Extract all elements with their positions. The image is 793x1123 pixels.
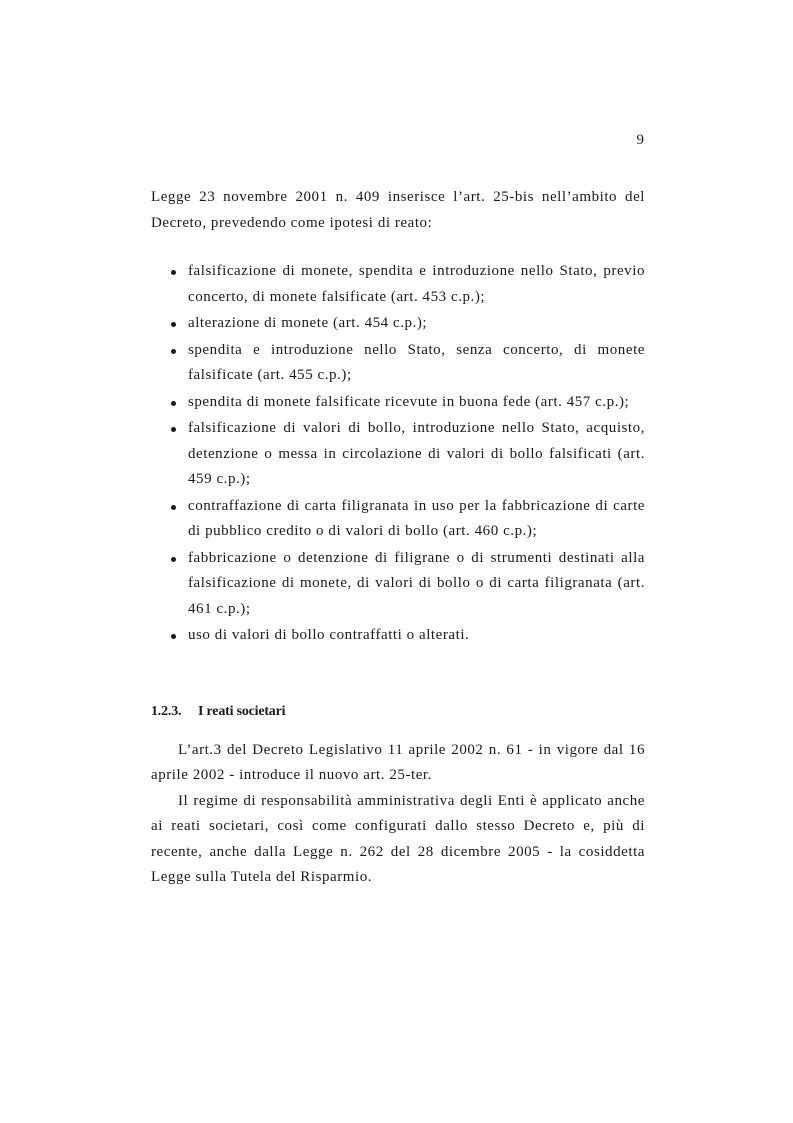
bullet-icon [171,270,176,275]
bullet-icon [171,634,176,639]
list-item [151,338,645,389]
section-heading [151,699,645,724]
intro-paragraph: Legge 23 novembre 2001 n. 409 inserisce l’art. 25-bis nell’ambito del Decreto, prevedendo come ipotesi di reato: [151,189,645,231]
list-item [151,623,645,649]
list-item [151,259,645,310]
section-paragraph: Il regime di responsabilità amministrativa degli Enti è applicato anche ai reati societari, così come configurati dallo stesso Decreto e, più di recente, anche dalla Legge n. 262 del 28 dicembre 2005 - la cosiddetta Legge sulla Tutela del Risparmio. [151,792,645,885]
list-item-text: alterazione di monete (art. 454 c.p.); [188,315,428,331]
bullet-icon [171,322,176,327]
list-item-text: falsificazione di valori di bollo, introduzione nello Stato, acquisto, detenzione o messa in circolazione di valori di bollo falsificati (art. 459 c.p.); [188,420,645,487]
list-item-text: spendita di monete falsificate ricevute in buona fede (art. 457 c.p.); [188,393,630,410]
list-item [151,390,645,416]
list-item-text: fabbricazione o detenzione di filigrane o di strumenti destinati alla falsificazione di monete, di valori di bollo o di carta filigranata (art. 461 c.p.); [188,549,645,617]
offense-list [151,259,645,649]
page-number: 9 [636,132,644,148]
list-item [151,546,645,623]
section-paragraph: L’art.3 del Decreto Legislativo 11 aprile 2002 n. 61 - in vigore dal 16 aprile 2002 - introduce il nuovo art. 25-ter. [151,741,645,783]
section-number: 1.2.3. [151,703,182,719]
list-item [151,311,645,337]
bullet-icon [171,505,176,510]
bullet-icon [171,401,176,406]
section-title: I reati societari [198,703,286,719]
list-item-text: spendita e introduzione nello Stato, senza concerto, di monete falsificate (art. 455 c.p.); [188,341,645,383]
list-item-text: falsificazione di monete, spendita e introduzione nello Stato, previo concerto, di monete falsificate (art. 453 c.p.); [188,263,645,305]
document-body [151,185,645,891]
list-item-text: uso di valori di bollo contraffatti o alterati. [188,627,470,643]
list-item [151,494,645,545]
list-item-text: contraffazione di carta filigranata in uso per la fabbricazione di carte di pubblico credito o di valori di bollo (art. 460 c.p.); [188,497,645,539]
list-item [151,416,645,493]
bullet-icon [171,349,176,354]
bullet-icon [171,427,176,432]
bullet-icon [171,557,176,562]
